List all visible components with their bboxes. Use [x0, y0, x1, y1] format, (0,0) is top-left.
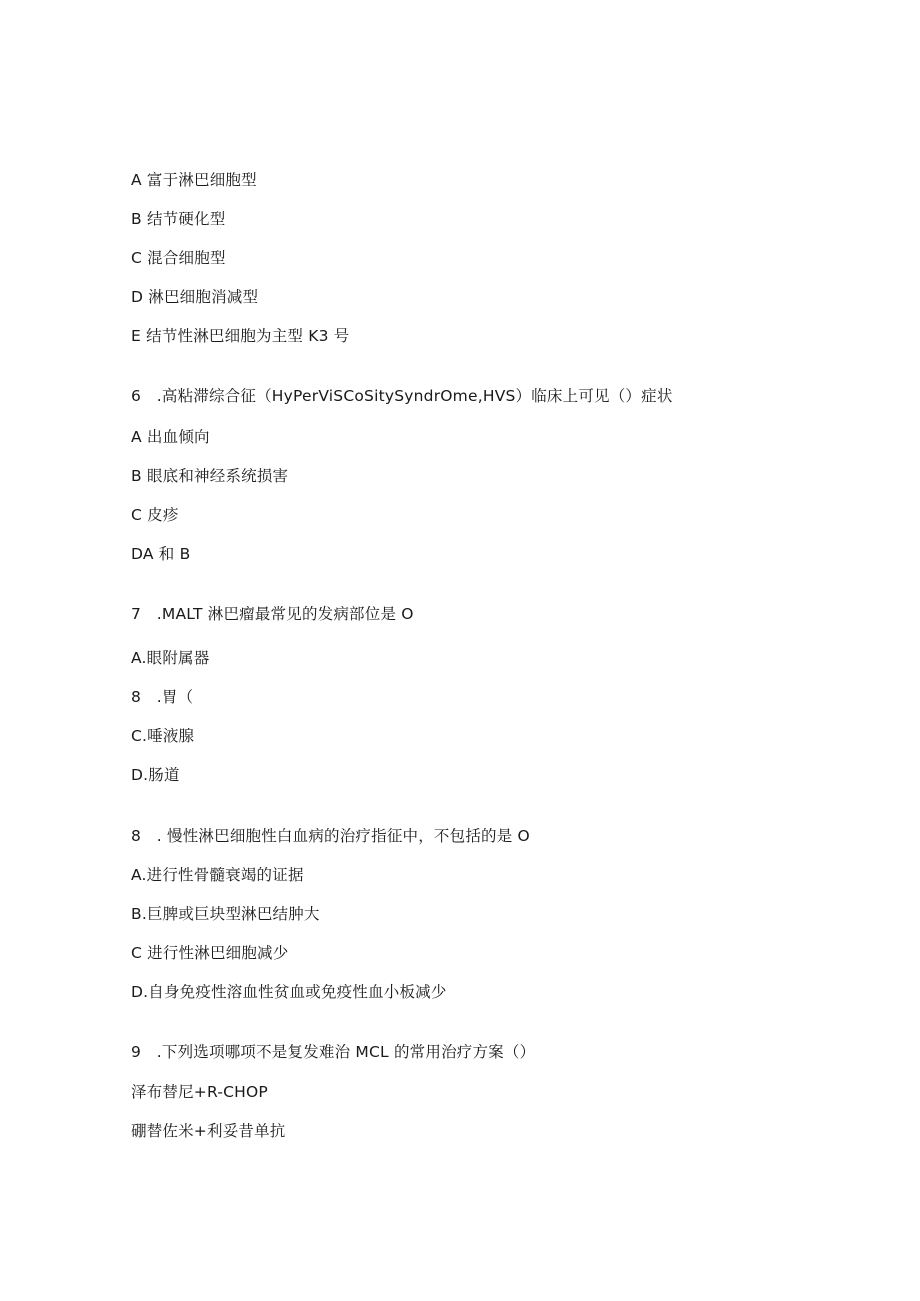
- q8-option-b: B.巨脾或巨块型淋巴结肿大: [131, 905, 320, 923]
- q7-option-c: C.唾液腺: [131, 727, 195, 745]
- q8-option-c: C 进行性淋巴细胞减少: [131, 944, 289, 962]
- q5-option-d: D 淋巴细胞消减型: [131, 288, 259, 306]
- q6-question: 6 .高粘滞综合征（HyPerViSCoSitySyndrOme,HVS）临床上可见（）症状: [131, 387, 673, 405]
- q8-option-d: D.自身免疫性溶血性贫血或免疫性血小板减少: [131, 983, 447, 1001]
- q6-option-b: B 眼底和神经系统损害: [131, 467, 289, 485]
- q6-option-d: DA 和 B: [131, 545, 191, 563]
- q9-option-2: 硼替佐米+利妥昔单抗: [131, 1122, 286, 1140]
- q5-option-b: B 结节硬化型: [131, 210, 226, 228]
- q6-option-a: A 出血倾向: [131, 428, 210, 446]
- q7-option-d: D.肠道: [131, 766, 180, 784]
- q9-question: 9 .下列选项哪项不是复发难治 MCL 的常用治疗方案（）: [131, 1043, 536, 1061]
- q8-question: 8 . 慢性淋巴细胞性白血病的治疗指征中，不包括的是 O: [131, 827, 530, 845]
- q7-option-a: A.眼附属器: [131, 649, 210, 667]
- q5-option-c: C 混合细胞型: [131, 249, 226, 267]
- q8-option-a: A.进行性骨髓衰竭的证据: [131, 866, 304, 884]
- q7-option-b: 8 .胃（: [131, 688, 194, 706]
- q5-option-a: A 富于淋巴细胞型: [131, 171, 257, 189]
- q6-option-c: C 皮疹: [131, 506, 179, 524]
- q9-option-1: 泽布替尼+R-CHOP: [131, 1083, 268, 1101]
- q5-option-e: E 结节性淋巴细胞为主型 K3 号: [131, 327, 350, 345]
- q7-question: 7 .MALT 淋巴瘤最常见的发病部位是 O: [131, 605, 414, 623]
